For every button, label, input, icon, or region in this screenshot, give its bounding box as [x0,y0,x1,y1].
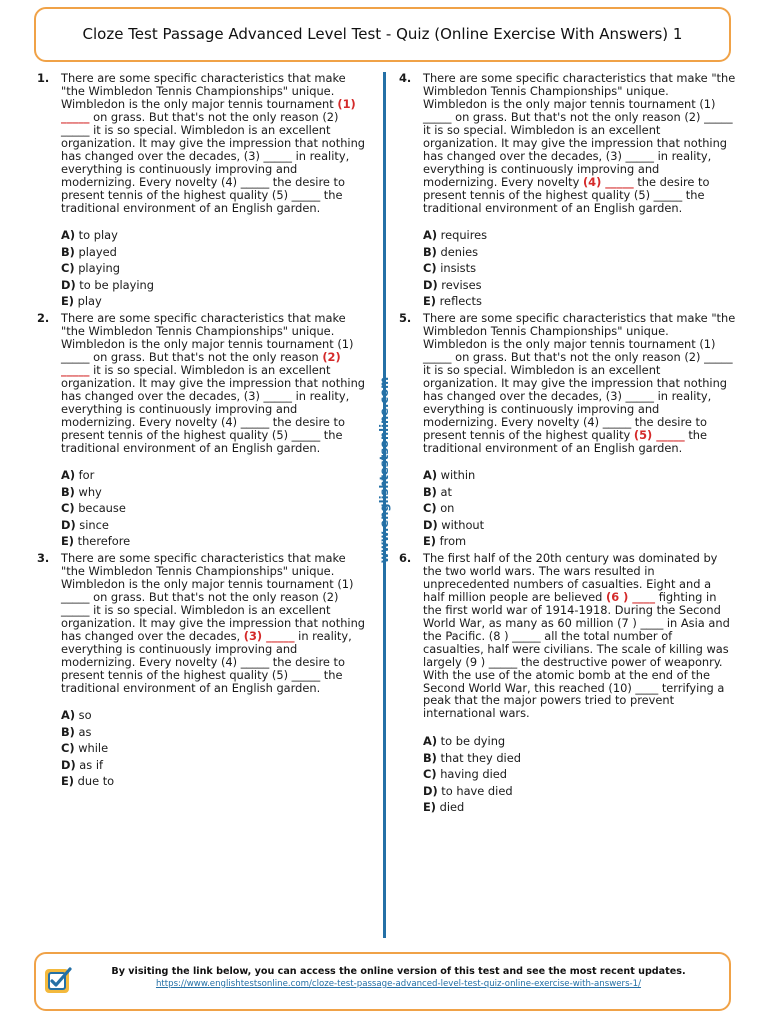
question-passage: The first half of the 20th century was dominated by the two world wars. The wars resulted in unprecedented numbers of casualties. Eight and a half million people are believed (6 ) ____ fighting in the first world war of 1914-1918. During the Second World War, as many as 60 million (7 ) ____ in Asia and the Pacific. (8 ) _____ all the total number of casualties, half were civilians. The scale of killing was largely (9 ) _____ the destructive power of weaponry. With the use of the atomic bomb at the end of the Second World War, this reached (10) ____ terrifying a peak that the major powers tried to prevent international wars. [423,551,730,721]
answer-option[interactable]: A) to play [61,228,118,243]
question-2 [34,312,370,552]
answer-option[interactable]: C) insists [423,261,477,276]
answer-option[interactable]: B) why [61,484,102,499]
answer-options [423,733,736,816]
question-5 [396,312,736,552]
question-1 [34,72,370,312]
page-title: Cloze Test Passage Advanced Level Test - Quiz (Online Exercise With Answers) 1 [82,25,683,43]
highlighted-gap: (5) _____ [633,427,685,442]
answer-option[interactable]: D) to be playing [61,277,154,292]
answer-option[interactable]: C) on [423,501,455,516]
question-number: 6. [399,551,412,565]
answer-option[interactable]: D) to have died [423,783,513,798]
footer-link[interactable]: https://www.englishtestsonline.com/cloze-test-passage-advanced-level-test-quiz-online-exercise-with-answers-1/ [155,979,642,989]
question-passage: There are some specific characteristics that make "the Wimbledon Tennis Championships" unique. Wimbledon is the only major tennis tournament (1) _____ on grass. But that's not the only reason (2) _____ it is so special. Wimbledon is an excellent organization. It may give the impression that nothing has changed over the decades, (3) _____ in reality, everything is continuously improving and modernizing. Every novelty (4) _____ the desire to present tennis of the highest quality (5) _____ the traditional environment of an English garden. [423,71,736,215]
answer-option[interactable]: E) play [61,294,102,309]
question-3 [34,552,370,790]
footer-note: By visiting the link below, you can access the online version of this test and see the most recent updates. [111,966,686,977]
answer-options [423,467,736,550]
answer-option[interactable]: B) as [61,724,92,739]
right-column [396,72,736,816]
answer-option[interactable]: B) played [61,244,117,259]
answer-option[interactable]: B) that they died [423,750,521,765]
highlighted-gap: (1) _____ [61,96,356,124]
answer-option[interactable]: D) since [61,517,109,532]
highlighted-gap: (3) _____ [243,628,295,643]
question-number: 4. [399,71,412,85]
highlighted-gap: (2) _____ [61,349,341,377]
checkbox-icon [44,966,72,994]
answer-option[interactable]: A) requires [423,228,488,243]
site-watermark: www.englishtestsonline.com [377,376,391,564]
question-number: 5. [399,311,412,325]
question-passage: There are some specific characteristics that make "the Wimbledon Tennis Championships" unique. Wimbledon is the only major tennis tournament (1) _____ on grass. But that's not the only reason (2) _____ it is so special. Wimbledon is an excellent organization. It may give the impression that nothing has changed over the decades, (3) _____ in reality, everything is continuously improving and modernizing. Every novelty (4) _____ the desire to present tennis of the highest quality (5) _____ the traditional environment of an English garden. [423,311,736,455]
answer-option[interactable]: E) reflects [423,294,482,309]
question-passage: There are some specific characteristics that make "the Wimbledon Tennis Championships" unique. Wimbledon is the only major tennis tournament (1) _____ on grass. But that's not the only reason (2) _____ it is so special. Wimbledon is an excellent organization. It may give the impression that nothing has changed over the decades, (3) _____ in reality, everything is continuously improving and modernizing. Every novelty (4) _____ the desire to present tennis of the highest quality (5) _____ the traditional environment of an English garden. [61,311,366,455]
answer-option[interactable]: E) therefore [61,534,131,549]
answer-option[interactable]: C) playing [61,261,120,276]
answer-option[interactable]: C) while [61,741,109,756]
question-4 [396,72,736,312]
question-6 [396,552,736,816]
answer-option[interactable]: D) without [423,517,485,532]
question-number: 3. [37,551,50,565]
answer-option[interactable]: B) at [423,484,452,499]
question-number: 2. [37,311,50,325]
question-number: 1. [37,71,50,85]
answer-option[interactable]: C) because [61,501,126,516]
answer-option[interactable]: A) to be dying [423,734,506,749]
answer-option[interactable]: D) revises [423,277,482,292]
answer-option[interactable]: A) so [61,708,92,723]
answer-option[interactable]: E) from [423,534,467,549]
footer-text [76,966,721,990]
question-passage: There are some specific characteristics that make "the Wimbledon Tennis Championships" unique. Wimbledon is the only major tennis tournament (1) _____ on grass. But that's not the only reason (2) _____ it is so special. Wimbledon is an excellent organization. It may give the impression that nothing has changed over the decades, (3) _____ in reality, everything is continuously improving and modernizing. Every novelty (4) _____ the desire to present tennis of the highest quality (5) _____ the traditional environment of an English garden. [61,71,366,215]
left-column [34,72,370,790]
answer-option[interactable]: C) having died [423,767,508,782]
answer-option[interactable]: A) for [61,468,95,483]
answer-option[interactable]: D) as if [61,757,104,772]
answer-option[interactable]: A) within [423,468,476,483]
question-passage: There are some specific characteristics that make "the Wimbledon Tennis Championships" unique. Wimbledon is the only major tennis tournament (1) _____ on grass. But that's not the only reason (2) _____ it is so special. Wimbledon is an excellent organization. It may give the impression that nothing has changed over the decades, (3) _____ in reality, everything is continuously improving and modernizing. Every novelty (4) _____ the desire to present tennis of the highest quality (5) _____ the traditional environment of an English garden. [61,551,366,695]
answer-option[interactable]: B) denies [423,244,479,259]
answer-options [61,707,370,790]
answer-option[interactable]: E) died [423,800,465,815]
answer-options [423,227,736,310]
answer-options [61,227,370,310]
highlighted-gap: (4) _____ [582,174,634,189]
answer-options [61,467,370,550]
highlighted-gap: (6 ) ____ [606,589,656,604]
answer-option[interactable]: E) due to [61,774,115,789]
title-box [34,7,731,62]
footer-box [34,952,731,1011]
